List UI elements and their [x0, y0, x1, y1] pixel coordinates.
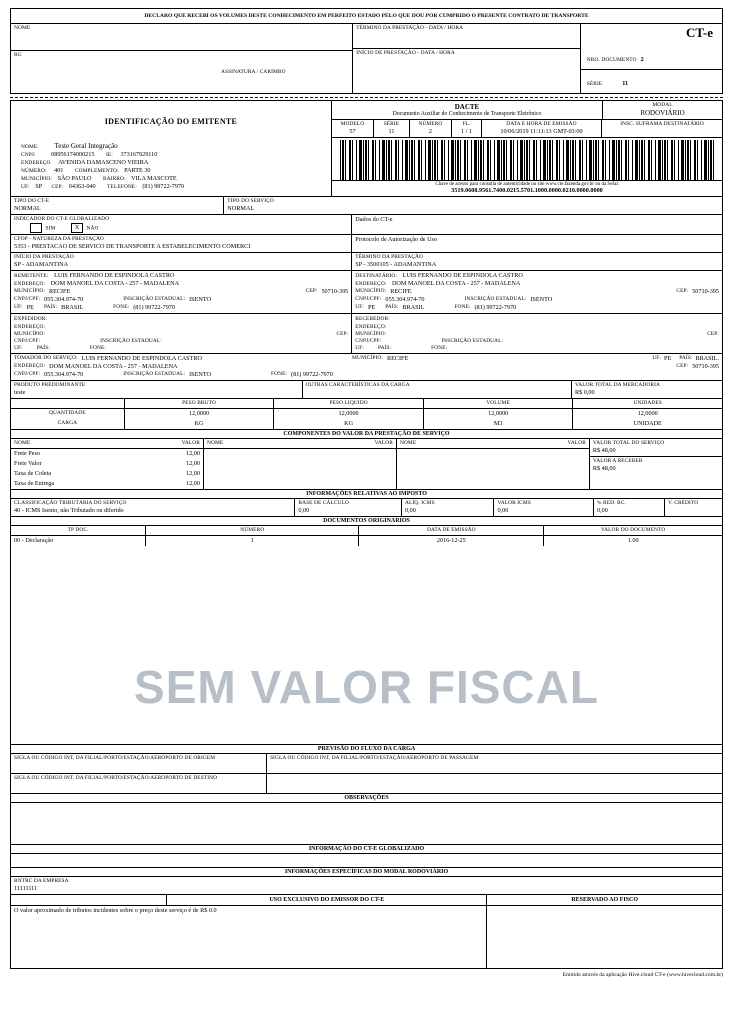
emitente-ie-label: IE: [106, 152, 113, 158]
termino-prestacao-value: SP - 3500105 - ADAMANTINA [355, 261, 437, 268]
emitente-cnpj: 08956174000215 [51, 151, 95, 158]
expedidor-uf-label: UF: [14, 345, 23, 351]
emitente-endereco-label: ENDEREÇO [21, 160, 51, 166]
emitente-nome: Teste Geral Integração [54, 142, 118, 150]
cfop-label: CFOP - NATUREZA DA PRESTAÇÃO [14, 236, 104, 242]
emitente-cep: 04363-040 [68, 183, 96, 190]
destinatario-endereco-label: ENDEREÇO: [355, 281, 387, 287]
tomador-cep-label: CEP: [676, 363, 689, 369]
remetente-nome: LUIS FERNANDO DE ESPINDOLA CASTRO [54, 272, 175, 279]
tomador-municipio: RECIFE [386, 355, 409, 362]
expedidor-recebedor-row [11, 314, 722, 354]
recebedor-titulo: RECEBEDOR: [355, 316, 390, 322]
expedidor-endereco-label: ENDEREÇO: [14, 324, 46, 330]
dados-cte-field [352, 215, 722, 234]
expedidor-fone-label: FONE: [89, 345, 106, 351]
destinatario-endereco: DOM MANOEL DA COSTA - 257 - MADALENA [391, 280, 521, 287]
insc-suframa-label: INSC. SUFRAMA DESTINATÁRIO [620, 121, 704, 127]
fluxo-passagem-value [270, 762, 719, 772]
red-bc-field [594, 499, 665, 516]
rntrc-value: 11111111 [14, 885, 38, 892]
base-calculo-value: 0,00 [298, 507, 310, 514]
emitente-block [11, 101, 331, 196]
barcode-block [332, 137, 722, 180]
fl-label: FL. [462, 121, 471, 127]
destinatario-uf: PE [367, 304, 376, 311]
componente-valor: 12,00 [186, 450, 200, 457]
tomador-municipio-label: MUNICÍPIO: [352, 355, 383, 361]
tomador-uf-label: UF: [652, 355, 662, 361]
recibo-nro-doc-label: NRO. DOCUMENTO [586, 57, 637, 63]
recibo-cte [580, 24, 722, 93]
uso-exclusivo-label: USO EXCLUSIVO DO EMISSOR DO CT-E [167, 895, 487, 905]
recibo-serie [584, 71, 719, 91]
componentes-row [11, 439, 722, 490]
indicador-label: INDICADOR DO CT-E GLOBALIZADO [14, 216, 110, 222]
documentos-body [11, 536, 722, 546]
recibo-rg-label: RG [14, 52, 22, 58]
recebedor-ie-label: INSCRIÇÃO ESTADUAL: [441, 338, 504, 344]
emitente-complemento: PARTE 30 [124, 167, 151, 174]
emitente-uf: SP [35, 183, 42, 190]
documentos-title: DOCUMENTOS ORIGINÁRIOS [11, 517, 722, 526]
inicio-prestacao-field [11, 253, 352, 270]
recibo-termino-label: TÉRMINO DA PRESTAÇÃO - DATA / HORA [356, 25, 464, 31]
globalizado-title: INFORMAÇÃO DO CT-E GLOBALIZADO [11, 845, 722, 854]
indicador-sim-label: SIM [45, 225, 56, 232]
componente-valor: 12,00 [186, 470, 200, 477]
tomador-pais: BRASIL. [695, 355, 719, 362]
destinatario-ie-label: INSCRIÇÃO ESTADUAL: [464, 296, 527, 302]
rodape-body [11, 906, 722, 968]
produto-field [11, 381, 303, 398]
fluxo-destino-field [11, 774, 267, 793]
aliq-icms-field [402, 499, 494, 516]
destinatario-pais-label: PAÍS: [385, 304, 399, 310]
recibo-left [11, 24, 352, 93]
cut-line [10, 97, 723, 98]
documentos-col-tp-doc: TP DOC. [11, 526, 146, 535]
outras-caracteristicas-field [303, 381, 573, 398]
valor-total-servico-label: VALOR TOTAL DO SERVIÇO [592, 440, 665, 446]
carga-quantidade-peso-liquido: 12,0000 [274, 409, 424, 419]
aliq-icms-value: 0,00 [405, 507, 416, 514]
indicador-row [11, 215, 722, 235]
tomador-uf: PE [664, 355, 672, 362]
emitente-title: IDENTIFICAÇÃO DO EMITENTE [104, 116, 238, 126]
fluxo-row-2 [11, 774, 722, 794]
documento-data: 2016-12-25 [436, 537, 466, 544]
documento-numero: 1 [250, 537, 254, 544]
valor-icms-label: VALOR ICMS [497, 500, 531, 506]
imposto-row [11, 499, 722, 517]
tomador-endereco: DOM MANOEL DA COSTA - 257 - MADALENA [49, 363, 178, 370]
emitente-bairro-label: BAIRRO: [103, 176, 126, 182]
produto-value: teste [14, 389, 26, 396]
recibo-nro-doc [584, 47, 719, 67]
carga-quantidade-row [11, 409, 722, 419]
termino-prestacao-label: TÉRMINO DA PRESTAÇÃO [355, 254, 424, 260]
componentes-col1-nome-header: NOME [14, 440, 31, 446]
tomador-ie-label: INSCRIÇÃO ESTADUAL: [123, 371, 186, 377]
produto-row [11, 381, 722, 399]
tomador-pais-label: PAÍS: [679, 355, 693, 361]
emitente-telefone: (81) 99722-7970 [142, 183, 185, 190]
tipo-cte-field [11, 197, 224, 214]
destinatario-nome: LUIS FERNANDO DE ESPINDOLA CASTRO [402, 272, 523, 279]
imposto-title: INFORMAÇÕES RELATIVAS AO IMPOSTO [11, 490, 722, 499]
emitente-nome-label: NOME: [21, 144, 39, 150]
tomador-ie: ISENTO [189, 371, 211, 378]
reservado-fisco-label: RESERVADO AO FISCO [571, 897, 639, 903]
recibo-title: DECLARO QUE RECEBI OS VOLUMES DESTE CONHECIMENTO EM PERFEITO ESTADO PELO QUE DOU POR CUMPRIDO O PRESENTE CONTRATO DE TRANSPORTE [11, 9, 722, 24]
fluxo-passagem-field [267, 754, 722, 773]
dacte-numbers-row [332, 119, 722, 137]
recibo-serie-value: 11 [622, 80, 629, 87]
componentes-col1 [11, 439, 204, 489]
componentes-totais [590, 439, 722, 489]
valor-mercadoria-value: R$ 0,00 [575, 389, 595, 396]
fl-value: 1 / 1 [460, 128, 472, 135]
remetente-cep-label: CEP: [305, 288, 318, 294]
destinatario-cnpj-label: CNPJ/CPF: [355, 296, 382, 302]
tipo-servico-label: TIPO DO SERVIÇO [227, 198, 274, 204]
cfop-row [11, 235, 722, 253]
expedidor-titulo: EXPEDIDOR: [14, 316, 48, 322]
indicador-nao-checkbox[interactable]: X [71, 223, 83, 233]
componente-nome: Taxa de Coleta [14, 470, 52, 477]
rntrc-field [11, 877, 722, 895]
remetente-municipio-label: MUNICÍPIO: [14, 288, 45, 294]
expedidor-cnpj-label: CNPJ/CPF: [14, 338, 41, 344]
cfop-value: 5353 - PRESTACAO DE SERVICO DE TRANSPORTE A ESTABELECIMENTO COMERCI [14, 243, 251, 250]
indicador-field [11, 215, 352, 234]
recebedor-fone-label: FONE: [431, 345, 448, 351]
recebedor-block [352, 314, 722, 353]
remetente-cep: 50710-395 [321, 288, 349, 295]
expedidor-cep-label: CEP: [336, 331, 349, 337]
destinatario-municipio-label: MUNICÍPIO: [355, 288, 387, 294]
dacte-header [11, 101, 722, 197]
footer-emitido-por: Emitido através da aplicação Hive.cloud CT-e (www.hivecloud.com.br) [562, 972, 723, 978]
uso-exclusivo-value: O valor aproximado de tributos incidentes sobre o preço deste serviço é de R$ 0.0 [14, 907, 217, 914]
tipo-cte-value: NORMAL [14, 205, 41, 212]
modal-value: RODOVIÁRIO [640, 109, 685, 117]
emitente-cnpj-label: CNPJ: [21, 152, 36, 158]
componentes-col3-valor-header: VALOR [567, 440, 586, 446]
serie-value: 11 [388, 128, 395, 135]
componentes-col2-valor-header: VALOR [374, 440, 393, 446]
valor-receber-label: VALOR A RECEBER [592, 458, 643, 464]
emitente-ie: 373167929110 [120, 151, 158, 158]
documento-tp-doc: 00 - Declaração [14, 537, 54, 544]
produto-label: PRODUTO PREDOMINANTE [14, 382, 86, 388]
destinatario-pais: BRASIL [402, 304, 425, 311]
carga-col-peso-liquido: PESO LIQUIDO [274, 399, 424, 408]
emitente-cep-label: CEP: [51, 184, 64, 190]
observacoes-title: OBSERVAÇÕES [11, 794, 722, 803]
recibo-cte-label: CT-e [686, 25, 713, 40]
outras-caracteristicas-label: OUTRAS CARACTERÍSTICAS DA CARGA [305, 382, 410, 388]
remetente-uf: PE [26, 304, 34, 311]
carga-unidade-volume: M3 [424, 419, 574, 429]
fluxo-origem-label: SIGLA OU CÓDIGO INT. DA FILIAL/PORTO/ESTAÇÃO/AEROPORTO DE ORIGEM [14, 755, 216, 761]
recibo-assinatura-label: ASSINATURA / CARIMBO [220, 69, 286, 75]
emitente-municipio: SÃO PAULO [57, 175, 92, 182]
recebedor-pais-label: PAÍS: [377, 345, 392, 351]
destinatario-cep-label: CEP: [676, 288, 689, 294]
serie-label: SÉRIE [383, 121, 400, 127]
recebedor-endereco-label: ENDEREÇO: [355, 324, 387, 330]
destinatario-ie: ISENTO [530, 296, 553, 303]
tomador-titulo: TOMADOR DO SERVIÇO: [14, 355, 78, 361]
valor-total-servico-field [590, 439, 722, 457]
data-emissao-value: 10/06/2019 11:11:13 GMT-03:00 [500, 128, 583, 135]
destinatario-cep: 50710-395 [692, 288, 719, 295]
expedidor-ie-label: INSCRIÇÃO ESTADUAL: [100, 338, 162, 344]
fluxo-destino-value [14, 782, 263, 792]
carga-label: CARGA [11, 419, 125, 429]
numero-value: 2 [428, 128, 432, 135]
tipo-cte-label: TIPO DO CT-E [14, 198, 50, 204]
chave-acesso-value: 3519.0608.9561.7400.0215.5701.1000.0000.0210.0000.0000 [451, 187, 603, 194]
expedidor-municipio-label: MUNICÍPIO: [14, 331, 45, 337]
base-calculo-label: BASE DE CÁLCULO [298, 500, 350, 506]
carga-unidade-row [11, 419, 722, 429]
recebedor-uf-label: UF: [355, 345, 364, 351]
componentes-col2 [204, 439, 397, 489]
tipo-servico-field [224, 197, 722, 214]
destinatario-fone: (81) 99722-7970 [474, 304, 517, 311]
carga-unidade-peso-liquido: KG [274, 419, 424, 429]
valor-icms-value: 0,00 [497, 507, 509, 514]
red-bc-value: 0,00 [596, 507, 608, 514]
documento-valor: 1.00 [627, 537, 639, 544]
tomador-nome: LUIS FERNANDO DE ESPINDOLA CASTRO [81, 355, 202, 362]
recibo-assinatura [154, 51, 352, 77]
tomador-fone-label: FONE: [270, 371, 288, 377]
red-bc-label: % RED. BC. [596, 500, 626, 506]
documentos-header [11, 526, 722, 536]
remetente-fone-label: FONE: [113, 304, 130, 310]
emitente-complemento-label: COMPLEMENTO: [74, 168, 119, 174]
cfop-field [11, 235, 352, 252]
numero-label: NÚMERO [418, 121, 443, 127]
dacte-main [10, 100, 723, 969]
componentes-col1-valor-header: VALOR [181, 440, 200, 446]
carga-quantidade-volume: 12,0000 [424, 409, 574, 419]
carga-header-row [11, 399, 722, 409]
carga-table [11, 399, 722, 430]
fluxo-title: PREVISÃO DO FLUXO DA CARGA [11, 744, 722, 754]
barcode-image [340, 140, 714, 180]
chave-acesso-block [332, 180, 722, 196]
dacte-title-row [332, 101, 722, 119]
classificacao-tributaria-value: 40 - ICMS Isento, não Tributado ou diferido [14, 507, 124, 514]
prestacao-row [11, 253, 722, 271]
valor-total-servico-value: R$ 48,00 [592, 447, 616, 454]
termino-prestacao-field [352, 253, 722, 270]
fluxo-destino-label: SIGLA OU CÓDIGO INT. DA FILIAL/PORTO/ESTAÇÃO/AEROPORTO DE DESTINO [14, 775, 218, 781]
rntrc-label: RNTRC DA EMPRESA [14, 878, 69, 884]
tomador-cnpj: 055.304.974-70 [44, 371, 84, 378]
expedidor-pais-label: PAÍS: [36, 345, 50, 351]
recibo-rg [11, 51, 154, 77]
protocolo-label: Protocolo de Autorização de Uso [355, 236, 438, 243]
tomador-cep: 50710-395 [692, 363, 719, 370]
componente-valor: 12,00 [186, 460, 200, 467]
globalizado-value [11, 854, 722, 868]
componente-nome: Frete Peso [14, 450, 40, 457]
protocolo-field [352, 235, 722, 252]
destinatario-uf-label: UF: [355, 304, 364, 310]
recibo-nro-doc-value: 2 [640, 56, 644, 63]
valor-icms-field [494, 499, 594, 516]
fluxo-origem-value [14, 762, 263, 772]
destinatario-block [352, 271, 722, 313]
rodape-header [11, 895, 722, 906]
base-calculo-field [295, 499, 402, 516]
expedidor-block [11, 314, 352, 353]
remetente-block [11, 271, 352, 313]
emitente-numero: 401 [54, 167, 64, 174]
v-credito-label: V. CRÉDITO [668, 500, 699, 506]
remetente-pais: BRASIL [61, 304, 84, 311]
chave-acesso-text: Chave de acesso para consulta de autenticidade no site www.cte.fazenda.gov.br ou da Sefaz [435, 182, 619, 187]
remetente-municipio: RECIFE [48, 288, 71, 295]
recebedor-municipio-label: MUNICÍPIO: [355, 331, 387, 337]
fluxo-row-1 [11, 754, 722, 774]
modal-label: MODAL [652, 102, 673, 108]
indicador-sim-checkbox[interactable] [30, 223, 42, 233]
remetente-uf-label: UF: [14, 304, 23, 310]
carga-unidade-peso-bruto: KG [125, 419, 275, 429]
recibo-serie-label: SÉRIE [586, 81, 603, 87]
recebedor-cnpj-label: CNPJ/CPF: [355, 338, 382, 344]
fluxo-passagem-label: SIGLA OU CÓDIGO INT. DA FILIAL/PORTO/ESTAÇÃO/AEROPORTO DE PASSAGEM [269, 755, 479, 761]
carga-quantidade-label: QUANTIDADE [11, 409, 125, 419]
emitente-numero-label: NÚMERO: [21, 168, 47, 174]
documentos-col-data: DATA DE EMISSÃO [359, 526, 544, 535]
documentos-col-numero: NÚMERO [146, 526, 359, 535]
fluxo-origem-field [11, 754, 267, 773]
emitente-endereco: AVENIDA DAMASCENO VIEIRA [58, 159, 149, 166]
data-emissao-label: DATA E HORA DE EMISSÃO [506, 121, 577, 127]
remetente-titulo: REMETENTE: [14, 273, 49, 279]
componente-nome: Frete Valor [14, 460, 42, 467]
carga-quantidade-peso-bruto: 12,0000 [125, 409, 275, 419]
emitente-telefone-label: TELEFONE: [107, 184, 137, 190]
recibo-datas [352, 24, 580, 93]
remetente-destinatario-row [11, 271, 722, 314]
remetente-cnpj: 055.304.974-70 [44, 296, 84, 303]
carga-quantidade-unidades: 12,0000 [637, 410, 658, 417]
destinatario-cnpj: 055.304.974-70 [385, 296, 425, 303]
classificacao-tributaria-label: CLASSIFICAÇÃO TRIBUTÁRIA DO SERVIÇO [14, 500, 127, 506]
dacte-subtitle: Documento Auxiliar do Conhecimento de Transporte Eletrônico [392, 111, 542, 117]
valor-receber-value: R$ 48,00 [592, 465, 616, 472]
remetente-ie: ISENTO [189, 296, 211, 303]
tomador-endereco-label: ENDEREÇO: [14, 363, 46, 369]
componentes-col3-nome-header: NOME [399, 440, 417, 446]
dacte-title: DACTE [454, 103, 480, 111]
carga-col-peso-bruto: PESO BRUTO [125, 399, 275, 408]
valor-receber-field [590, 457, 722, 474]
remetente-cnpj-label: CNPJ/CPF: [14, 296, 41, 302]
tomador-cnpj-label: CNPJ/CPF: [14, 371, 41, 377]
remetente-fone: (81) 99722-7970 [133, 304, 175, 311]
documentos-empty-area [11, 546, 722, 744]
destinatario-municipio: RECIFE [390, 288, 412, 295]
classificacao-tributaria-field [11, 499, 295, 516]
watermark-sem-valor-fiscal: SEM VALOR FISCAL [134, 661, 599, 713]
recibo-body [11, 24, 722, 93]
v-credito-field [665, 499, 722, 516]
recibo-inicio-label: INÍCIO DE PRESTAÇÃO - DATA / HORA [356, 50, 455, 56]
aliq-icms-label: ALÍQ. ICMS [405, 500, 435, 506]
modelo-label: MODELO [340, 121, 365, 127]
recibo-nome-label: NOME [14, 25, 31, 31]
carga-col-unidades: UNIDADES [633, 400, 662, 406]
carga-col-volume: VOLUME [424, 399, 574, 408]
modal-rodoviario-title: INFORMAÇÕES ESPECÍFICAS DO MODAL RODOVIÁRIO [11, 868, 722, 877]
remetente-endereco: DOM MANOEL DA COSTA - 257 - MADALENA [50, 280, 180, 287]
tipo-row [11, 197, 722, 215]
valor-mercadoria-label: VALOR TOTAL DA MERCADORIA [575, 382, 660, 388]
dados-cte-label: Dados do CT-e [355, 216, 393, 223]
componentes-col2-nome-header: NOME [206, 440, 224, 446]
observacoes-value [11, 803, 722, 845]
carga-unidade-unidades: UNIDADE [633, 420, 662, 427]
remetente-endereco-label: ENDEREÇO: [14, 281, 46, 287]
componentes-col3 [397, 439, 590, 489]
documentos-col-valor: VALOR DO DOCUMENTO [600, 527, 666, 533]
emitente-bairro: VILA MASCOTE [131, 175, 177, 182]
componente-nome: Taxa de Entrega [14, 480, 55, 487]
recebedor-cep-label: CEP: [707, 331, 719, 337]
emitente-municipio-label: MUNICÍPIO: [21, 176, 52, 182]
emitente-uf-label: UF: [21, 184, 30, 190]
remetente-pais-label: PAÍS: [43, 304, 58, 310]
componentes-title: COMPONENTES DO VALOR DA PRESTAÇÃO DE SERVIÇO [11, 430, 722, 439]
remetente-ie-label: INSCRIÇÃO ESTADUAL: [123, 296, 186, 302]
modelo-value: 57 [349, 128, 356, 135]
inicio-prestacao-value: SP - ADAMANTINA [14, 261, 69, 268]
tomador-block [11, 354, 722, 381]
componente-valor: 12,00 [186, 480, 200, 487]
dacte-info-block [331, 101, 722, 196]
destinatario-titulo: DESTINATÁRIO: [355, 273, 397, 279]
destinatario-fone-label: FONE: [454, 304, 471, 310]
valor-mercadoria-field [572, 381, 722, 398]
inicio-prestacao-label: INÍCIO DA PRESTAÇÃO [14, 254, 74, 260]
tomador-fone: (81) 99722-7970 [291, 371, 333, 378]
reservado-fisco-value [487, 906, 722, 968]
indicador-nao-label: NÃO [86, 225, 99, 232]
recibo-section [10, 8, 723, 94]
tipo-servico-value: NORMAL [227, 205, 255, 212]
